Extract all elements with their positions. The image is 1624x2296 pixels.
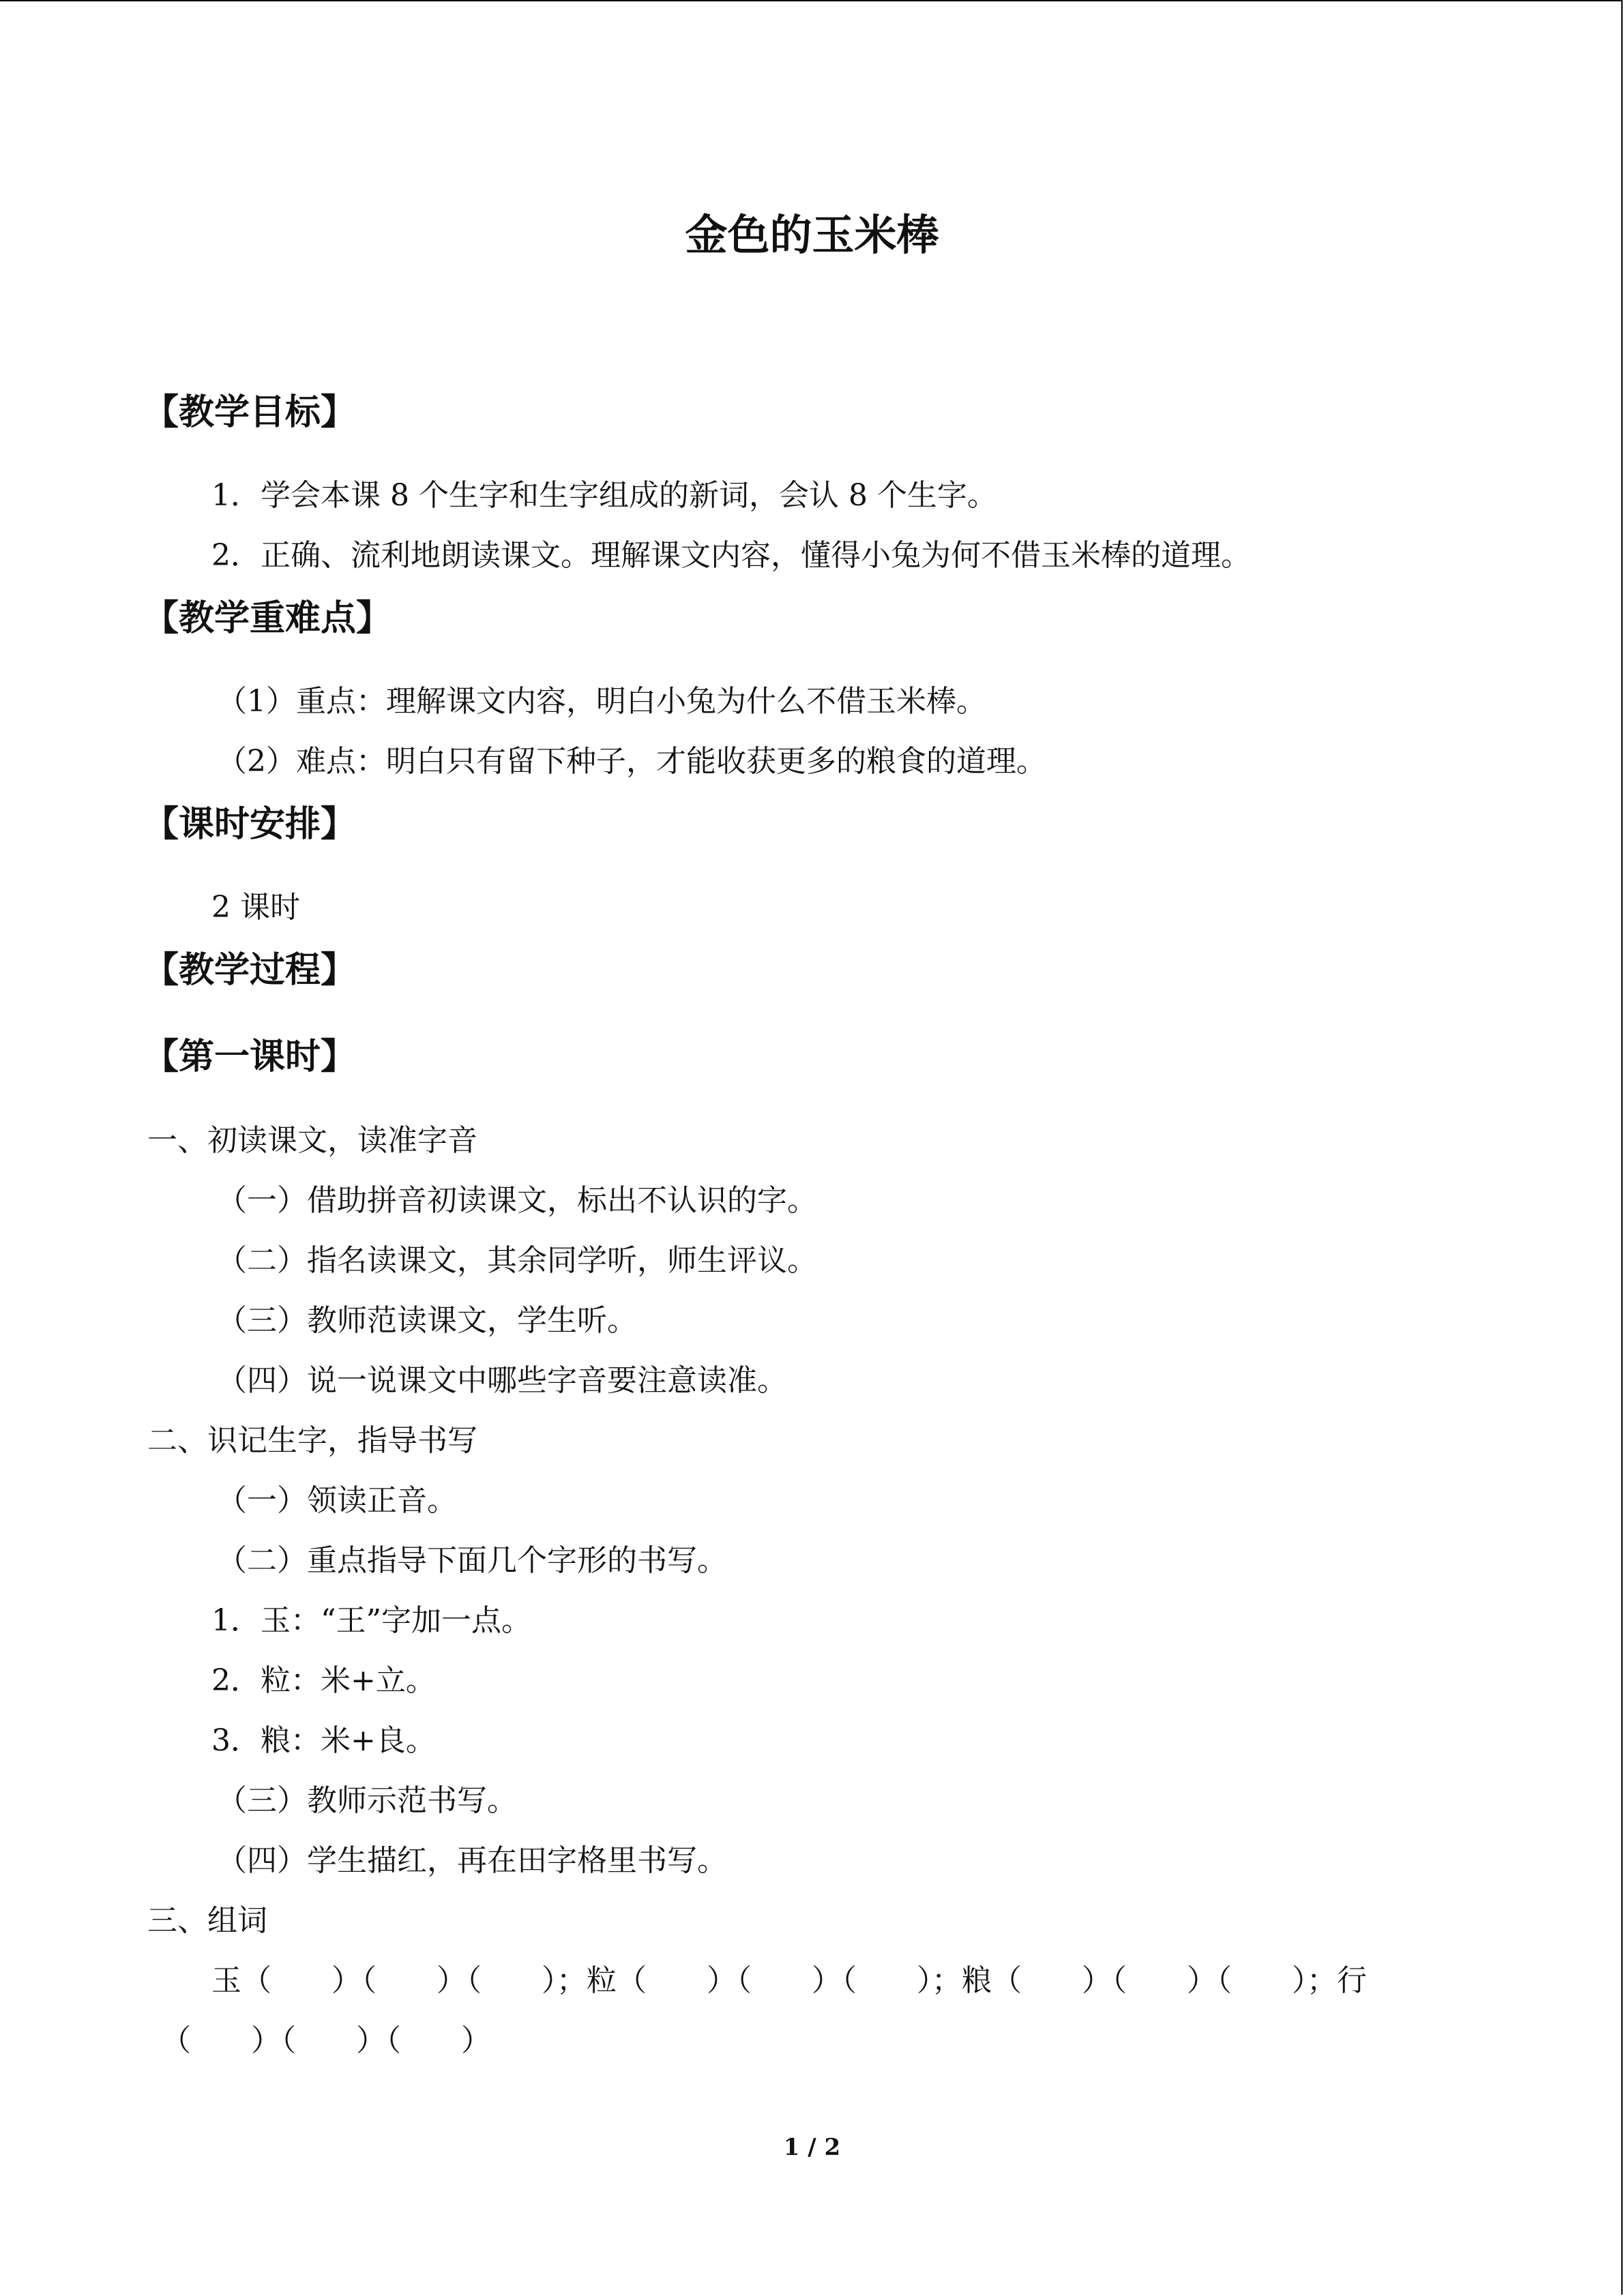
goal-item-2: 2．正确、流利地朗读课文。理解课文内容，懂得小兔为何不借玉米棒的道理。 (211, 538, 1251, 573)
part2-item-4: 2．粒：米+立。 (211, 1663, 436, 1698)
lesson1-heading: 【第一课时】 (143, 1037, 357, 1077)
part1-title: 一、初读课文，读准字音 (147, 1123, 477, 1158)
key-points-heading: 【教学重难点】 (143, 598, 392, 639)
part2-item-7: （四）学生描红，再在田字格里书写。 (217, 1843, 727, 1878)
process-heading: 【教学过程】 (143, 950, 357, 991)
part2-title: 二、识记生字，指导书写 (147, 1423, 477, 1458)
part1-item-1: （一）借助拼音初读课文，标出不认识的字。 (217, 1183, 817, 1218)
part1-item-2: （二）指名读课文，其余同学听，师生评议。 (217, 1243, 817, 1278)
part2-item-6: （三）教师示范书写。 (217, 1783, 517, 1818)
part2-item-1: （一）领读正音。 (217, 1483, 457, 1518)
schedule-heading: 【课时安排】 (143, 804, 357, 845)
word-exercise-line-2: （ ）（ ）（ ） (161, 2023, 491, 2058)
key-point-item-1: （1）重点：理解课文内容，明白小兔为什么不借玉米棒。 (217, 684, 986, 719)
part1-item-3: （三）教师范读课文，学生听。 (217, 1303, 637, 1338)
key-point-item-2: （2）难点：明白只有留下种子，才能收获更多的粮食的道理。 (217, 744, 1046, 779)
part2-item-5: 3．粮：米+良。 (211, 1723, 436, 1758)
part3-title: 三、组词 (147, 1903, 267, 1938)
goals-heading: 【教学目标】 (143, 392, 357, 433)
part2-item-2: （二）重点指导下面几个字形的书写。 (217, 1543, 727, 1578)
schedule-text: 2 课时 (211, 890, 300, 925)
document-title: 金色的玉米棒 (685, 210, 939, 260)
word-exercise-line-1: 玉（ ）（ ）（ ）；粒（ ）（ ）（ ）；粮（ ）（ ）（ ）；行 (211, 1963, 1367, 1998)
page-number: 1 / 2 (783, 2134, 841, 2161)
part2-item-3: 1．玉：“王”字加一点。 (211, 1603, 531, 1638)
part1-item-4: （四）说一说课文中哪些字音要注意读准。 (217, 1363, 787, 1398)
goal-item-1: 1．学会本课 8 个生字和生字组成的新词，会认 8 个生字。 (211, 478, 997, 513)
